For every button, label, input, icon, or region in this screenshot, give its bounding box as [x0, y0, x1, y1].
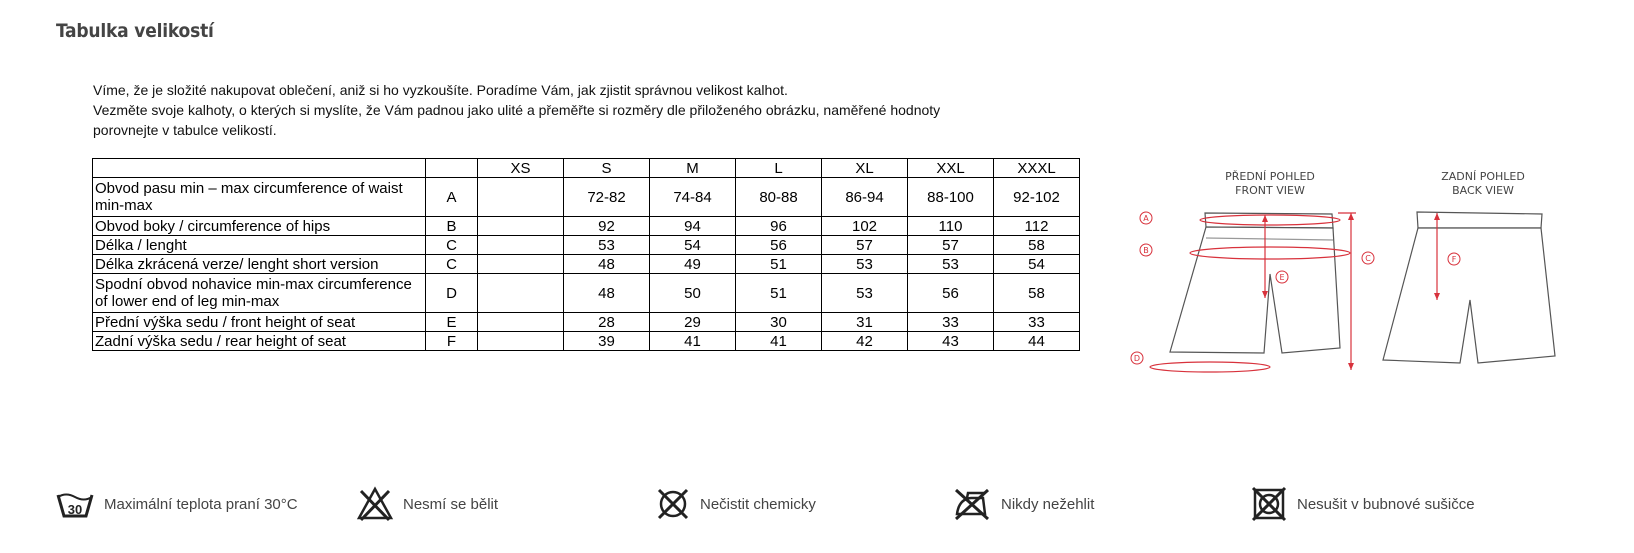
- care-label-dryclean: Nečistit chemicky: [700, 495, 816, 513]
- row-label: Zadní výška sedu / rear height of seat: [93, 332, 426, 351]
- row-label: Spodní obvod nohavice min-max circumference of lower end of leg min-max: [93, 274, 426, 313]
- row-code: F: [426, 332, 478, 351]
- cell: 48: [564, 274, 650, 313]
- cell: 57: [908, 236, 994, 255]
- row-code: E: [426, 313, 478, 332]
- marker-b: [1140, 244, 1152, 256]
- front-view-title-2: FRONT VIEW: [1235, 184, 1305, 197]
- cell: 112: [994, 217, 1080, 236]
- cell: 96: [736, 217, 822, 236]
- cell: 44: [994, 332, 1080, 351]
- row-code: C: [426, 255, 478, 274]
- cell: 39: [564, 332, 650, 351]
- cell: 86-94: [822, 178, 908, 217]
- cell: 49: [650, 255, 736, 274]
- cell: 51: [736, 274, 822, 313]
- marker-f: [1448, 253, 1460, 265]
- row-label: Délka zkrácená verze/ lenght short version: [93, 255, 426, 274]
- cell: [478, 313, 564, 332]
- wash-30-icon: [56, 489, 94, 519]
- cell: 57: [822, 236, 908, 255]
- cell: 53: [564, 236, 650, 255]
- page-title: Tabulka velikostí: [56, 20, 214, 42]
- size-header-m: M: [650, 159, 736, 178]
- care-label-wash: Maximální teplota praní 30°C: [104, 495, 298, 513]
- cell: 53: [822, 274, 908, 313]
- cell: 92-102: [994, 178, 1080, 217]
- marker-a: [1140, 212, 1152, 224]
- care-label-bleach: Nesmí se bělit: [403, 495, 499, 513]
- cell: 31: [822, 313, 908, 332]
- front-shorts-icon: [1170, 213, 1340, 353]
- cell: 94: [650, 217, 736, 236]
- svg-text:C: C: [1365, 254, 1371, 263]
- cell: 74-84: [650, 178, 736, 217]
- cell: 102: [822, 217, 908, 236]
- size-header-xl: XL: [822, 159, 908, 178]
- no-iron-icon: [953, 487, 991, 521]
- cell: 92: [564, 217, 650, 236]
- cell: 56: [736, 236, 822, 255]
- no-dry-clean-icon: [656, 487, 690, 521]
- row-code: A: [426, 178, 478, 217]
- marker-e: [1276, 271, 1288, 283]
- svg-text:F: F: [1451, 255, 1457, 264]
- cell: 28: [564, 313, 650, 332]
- size-header-l: L: [736, 159, 822, 178]
- cell: 33: [908, 313, 994, 332]
- back-shorts-icon: [1383, 212, 1555, 363]
- svg-text:D: D: [1133, 354, 1141, 363]
- row-label: Délka / lenght: [93, 236, 426, 255]
- table-row: [93, 274, 1080, 313]
- row-label: Obvod boky / circumference of hips: [93, 217, 426, 236]
- cell: 58: [994, 274, 1080, 313]
- cell: 53: [908, 255, 994, 274]
- cell: 50: [650, 274, 736, 313]
- row-label: Obvod pasu min – max circumference of waist min-max: [93, 178, 426, 217]
- table-row: [93, 217, 1080, 236]
- svg-text:A: A: [1143, 214, 1149, 223]
- cell: 110: [908, 217, 994, 236]
- svg-text:B: B: [1143, 246, 1149, 255]
- shorts-measurement-diagram: [1133, 170, 1610, 400]
- cell: 33: [994, 313, 1080, 332]
- size-header-xxl: XXL: [908, 159, 994, 178]
- cell: [478, 274, 564, 313]
- header-code-cell: [426, 159, 478, 178]
- care-item-wash: [56, 487, 298, 521]
- intro-text: [93, 80, 1093, 140]
- care-label-tumble: Nesušit v bubnové sušičce: [1297, 495, 1475, 513]
- intro-line-1: Víme, že je složité nakupovat oblečení, aniž si ho vyzkoušíte. Poradíme Vám, jak zjistit správnou velikost kalhot.: [93, 82, 788, 98]
- svg-text:E: E: [1279, 273, 1285, 282]
- cell: 54: [994, 255, 1080, 274]
- cell: 51: [736, 255, 822, 274]
- svg-text:30: 30: [67, 502, 83, 517]
- cell: 53: [822, 255, 908, 274]
- table-row: [93, 178, 1080, 217]
- size-header-xs: XS: [478, 159, 564, 178]
- table-row: [93, 236, 1080, 255]
- cell: [478, 178, 564, 217]
- cell: 72-82: [564, 178, 650, 217]
- row-code: B: [426, 217, 478, 236]
- care-item-dryclean: [656, 487, 816, 521]
- size-header-s: S: [564, 159, 650, 178]
- row-code: C: [426, 236, 478, 255]
- marker-d: [1131, 352, 1143, 364]
- table-row: [93, 255, 1080, 274]
- no-tumble-dry-icon: [1251, 487, 1287, 521]
- cell: 80-88: [736, 178, 822, 217]
- header-empty-cell: [93, 159, 426, 178]
- table-row: [93, 332, 1080, 351]
- care-label-iron: Nikdy nežehlit: [1001, 495, 1095, 513]
- cell: 29: [650, 313, 736, 332]
- cell: 48: [564, 255, 650, 274]
- table-header-row: [93, 159, 1080, 178]
- no-bleach-icon: [357, 487, 393, 521]
- intro-line-2: Vezměte svoje kalhoty, o kterých si myslíte, že Vám padnou jako ulité a přeměřte si rozměry dle přiloženého obrázku, naměřené hodnoty: [93, 102, 941, 118]
- back-view-title-1: ZADNÍ POHLED: [1441, 170, 1525, 183]
- cell: [478, 255, 564, 274]
- size-header-xxxl: XXXL: [994, 159, 1080, 178]
- cell: [478, 217, 564, 236]
- cell: 54: [650, 236, 736, 255]
- front-view-title-1: PŘEDNÍ POHLED: [1225, 170, 1315, 183]
- care-item-tumble: [1251, 487, 1475, 521]
- table-row: [93, 313, 1080, 332]
- back-view-title-2: BACK VIEW: [1452, 184, 1514, 197]
- cell: 30: [736, 313, 822, 332]
- care-item-iron: [953, 487, 1094, 521]
- row-code: D: [426, 274, 478, 313]
- marker-c: [1362, 252, 1374, 264]
- cell: 42: [822, 332, 908, 351]
- cell: 41: [736, 332, 822, 351]
- cell: [478, 332, 564, 351]
- cell: [478, 236, 564, 255]
- row-label: Přední výška sedu / front height of seat: [93, 313, 426, 332]
- intro-line-3: porovnejte v tabulce velikostí.: [93, 122, 277, 138]
- cell: 58: [994, 236, 1080, 255]
- cell: 41: [650, 332, 736, 351]
- cell: 56: [908, 274, 994, 313]
- care-item-bleach: [357, 487, 498, 521]
- cell: 43: [908, 332, 994, 351]
- size-table: [92, 158, 1080, 351]
- cell: 88-100: [908, 178, 994, 217]
